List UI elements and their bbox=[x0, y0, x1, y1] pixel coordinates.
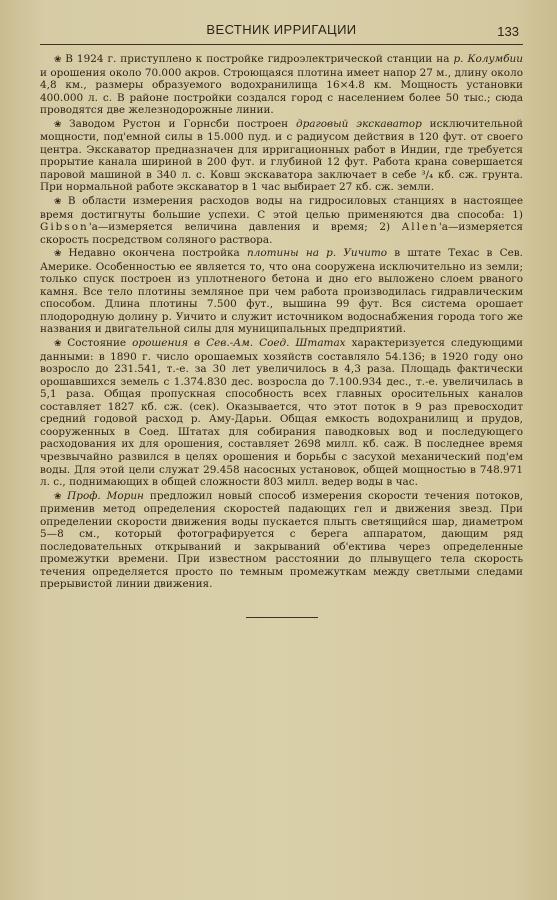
page-number: 133 bbox=[497, 24, 519, 39]
italic-term: Проф. Морин bbox=[67, 489, 144, 502]
article-paragraph bbox=[40, 247, 523, 336]
text-run: в штате Техас в Сев. Америке. Особенностью ее является то, что она сооружена исключительно из земли; только спуск построен из уплотненого бетона и дно его выложено слоем рваного камня. Все тело плотины земляное при чем работа производилась гидравлическим способом. Длина плотины 7.500 фут., вышина 99 фут. Вся система орошает плодородную долину р. Уичито и служит источником водоснабжения города того же названия и двигательной силы для муниципальных предприятий. bbox=[40, 247, 523, 336]
section-mark-icon: ❀ bbox=[54, 197, 65, 208]
italic-term: плотины на р. Уичито bbox=[246, 247, 388, 260]
text-run: и орошения около 70.000 акров. Строющаяся плотина имеет напор 27 м., длину около 4,8 км., размеры образуемого водохранилища 16×4.8 км. Мощность установки 400.000 л. с. В районе постройки создался город с населением более 50 тыс.; сюда проводятся две железнодорожные линии. bbox=[40, 66, 523, 117]
page-header bbox=[40, 22, 523, 45]
running-title: ВЕСТНИК ИРРИГАЦИИ bbox=[206, 22, 357, 37]
article-paragraph bbox=[40, 337, 523, 489]
article-paragraph bbox=[40, 53, 523, 117]
article-body bbox=[40, 53, 523, 591]
text-run: характеризуется следующими данными: в 1890 г. число орошаемых хозяйств составляло 54.136; в 1920 году оно возросло до 231.541, т.-е. за 30 лет увеличилось в 4,3 раза. Площадь фактически орошавшихся земель с 1.374.830 дес. возросла до 7.100.934 дес., т.-е. увеличилась в 5,1 раза. Общая пропускная способность всех главных оросительных каналов составляет 1827 кб. сж. (сек). Оказывается, что этот поток в 9 раз превосходит средний годовой расход р. Аму-Дарьи. Общая емкость водохранилищ и прудов, сооруженных в Соед. Штатах для собирания паводковых вод и последующего расходования их для орошения, составляет 2698 милл. кб. саж. В последнее время чрезвычайно развился в целях орошения и борьбы с засухой механический под'ем воды. Для этой цели служат 29.458 насосных установок, общей мощностью в 748.971 л. с., поднимающих в общей сложности 803 милл. ведер воды в час. bbox=[40, 337, 524, 489]
italic-term: р. Колумбии bbox=[453, 53, 523, 65]
text-run: исключительной мощности, под'емной силы в 15.000 пуд. и с радиусом действия в 120 фут. от своего центра. Экскаватор предназначен для ирригационных работ в Индии, где требуется прорытие канала шириной в 200 фут. и глубиной 12 фут. Работа крана совершается паровой машиной в 340 л. с. Ковш экскаватора заключает в себе ³/₄ кб. сж. грунта. При нормальной работе экскаватор в 1 час выбирает 27 кб. сж. земли. bbox=[40, 117, 523, 194]
section-mark-icon: ❀ bbox=[54, 491, 65, 502]
text-run: В 1924 г. приступлено к постройке гидроэлектрической станции на bbox=[65, 53, 454, 65]
text-run: В области измерения расходов воды на гидросиловых станциях в настоящее время достигнуты большие успехи. С этой целью применяются два способа: 1) bbox=[40, 195, 523, 221]
text-run: Недавно окончена постройка bbox=[68, 247, 247, 260]
section-mark-icon: ❀ bbox=[54, 249, 66, 260]
text-run: предложил новый способ измерения скорости течения потоков, применив метод определения скоростей падающих гел и движения звезд. При определении скорости движения воды пускается плыть светящийся шар, диаметром 5—8 см., который фотографируется с берега аппаратом, дающим ряд последовательных открываний и закрываний об'ектива через определенные промежутки времени. При известном расстоянии до плывущего тела скорость течения определяется просто по темным промежуткам между светлыми следами прерывистой линии движения. bbox=[40, 489, 524, 591]
spaced-name: Allen bbox=[401, 221, 439, 234]
article-paragraph bbox=[40, 195, 523, 246]
italic-term: орошения в Сев.-Ам. Соед. Штатах bbox=[132, 337, 346, 350]
article-paragraph bbox=[40, 118, 523, 194]
section-mark-icon: ❀ bbox=[54, 119, 67, 130]
spaced-name: Gibson bbox=[40, 221, 89, 234]
text-run: 'а—измеряется скорость посредством соляного раствора. bbox=[40, 221, 523, 246]
section-mark-icon: ❀ bbox=[54, 339, 65, 350]
end-rule bbox=[246, 617, 318, 618]
text-run: Состояние bbox=[67, 337, 133, 350]
section-mark-icon: ❀ bbox=[54, 55, 63, 65]
article-paragraph bbox=[40, 490, 523, 591]
text-run: Заводом Рустон и Горнсби построен bbox=[69, 117, 296, 130]
text-run: 'а—измеряется величина давления и время; 2) bbox=[88, 221, 402, 234]
italic-term: драговый экскаватор bbox=[295, 117, 422, 130]
